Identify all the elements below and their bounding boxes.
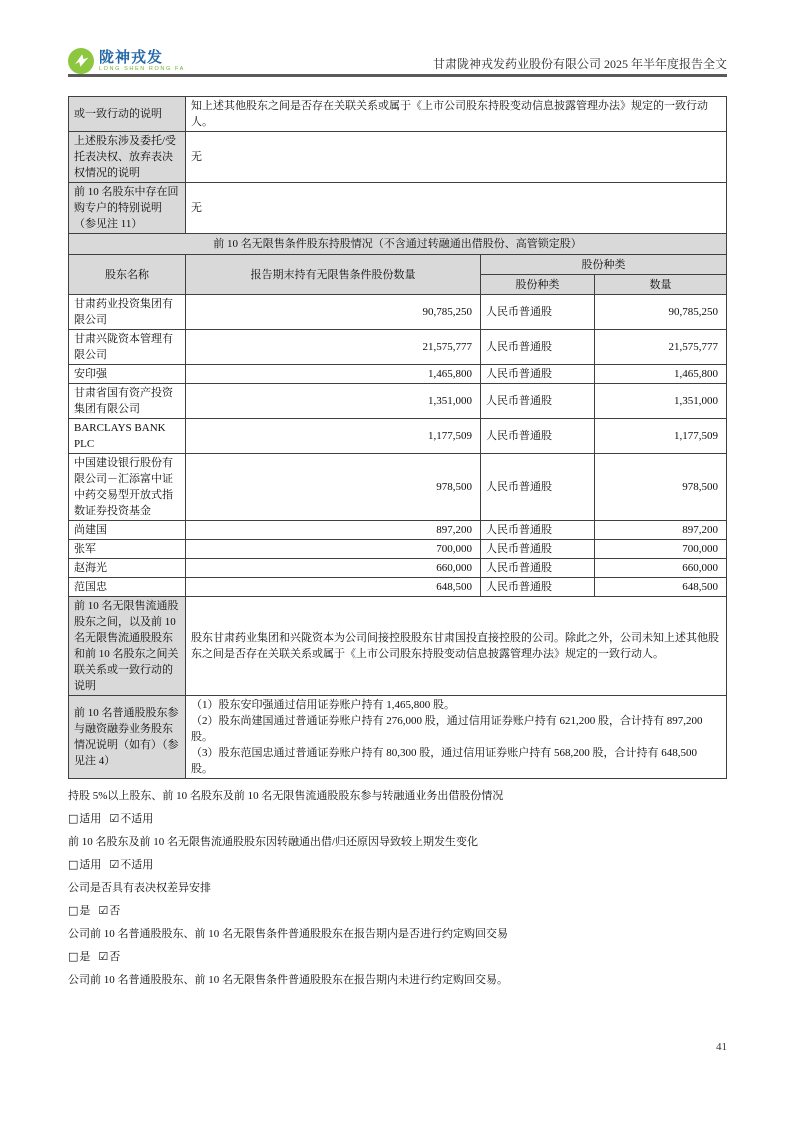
share-quantity: 897,200: [595, 521, 727, 540]
row-label: 前 10 名股东中存在回购专户的特别说明（参见注 11）: [69, 183, 186, 234]
option-label: 不适用: [120, 859, 154, 871]
note-label: 前 10 名无限售流通股股东之间，以及前 10 名无限售流通股股东和前 10 名股东之间关联关系或一致行动的说明: [69, 597, 186, 696]
page-number: 41: [716, 1041, 727, 1053]
option-label: 否: [109, 905, 121, 917]
section-title: 前 10 名无限售条件股东持股情况（不含通过转融通出借股份、高管锁定股）: [69, 234, 727, 255]
table-row: [69, 365, 727, 384]
checkbox-statement: [68, 903, 727, 919]
statements-section: [68, 788, 727, 988]
checkbox-statement: [68, 857, 727, 873]
col-header-share-class: 股份种类: [481, 275, 595, 295]
shares-held: 1,465,800: [186, 365, 481, 384]
col-header-shares: 报告期末持有无限售条件股份数量: [186, 255, 481, 295]
column-header-row: [69, 255, 727, 275]
option-label: 适用: [79, 813, 102, 825]
row-value: 无: [186, 132, 727, 183]
share-class: 人民币普通股: [481, 419, 595, 454]
note-line: （1）股东安印强通过信用证券账户持有 1,465,800 股。: [191, 699, 455, 711]
shareholder-name: BARCLAYS BANK PLC: [69, 419, 186, 454]
col-header-share-class-group: 股份种类: [481, 255, 727, 275]
share-class: 人民币普通股: [481, 521, 595, 540]
option-label: 是: [79, 905, 91, 917]
report-title: 甘肃陇神戎发药业股份有限公司 2025 年半年度报告全文: [432, 57, 727, 71]
table-row: [69, 330, 727, 365]
share-quantity: 21,575,777: [595, 330, 727, 365]
checkbox-unchecked-icon: □: [68, 812, 79, 825]
table-row: [69, 295, 727, 330]
statement-text: 公司是否具有表决权差异安排: [68, 882, 211, 894]
table-row: [69, 578, 727, 597]
option-label: 适用: [79, 859, 102, 871]
share-class: 人民币普通股: [481, 384, 595, 419]
logo-brand-name: 陇神戎发: [99, 49, 164, 66]
shares-held: 1,177,509: [186, 419, 481, 454]
shares-held: 21,575,777: [186, 330, 481, 365]
note-label: 前 10 名普通股股东参与融资融券业务股东情况说明（如有）（参见注 4）: [69, 696, 186, 779]
table-row: [69, 419, 727, 454]
share-quantity: 90,785,250: [595, 295, 727, 330]
shares-held: 1,351,000: [186, 384, 481, 419]
table-row: [69, 97, 727, 132]
shareholders-table: [68, 96, 727, 779]
shares-held: 660,000: [186, 559, 481, 578]
header-rule: [68, 74, 727, 77]
table-row: [69, 559, 727, 578]
shareholder-name: 范国忠: [69, 578, 186, 597]
shareholder-name: 甘肃省国有资产投资集团有限公司: [69, 384, 186, 419]
shareholder-name: 中国建设银行股份有限公司－汇添富中证中药交易型开放式指数证券投资基金: [69, 454, 186, 521]
note-row: [69, 696, 727, 779]
checkbox-statement: [68, 811, 727, 827]
option-label: 是: [79, 951, 91, 963]
checkbox-unchecked-icon: □: [68, 950, 79, 963]
share-class: 人民币普通股: [481, 559, 595, 578]
share-class: 人民币普通股: [481, 330, 595, 365]
shares-held: 700,000: [186, 540, 481, 559]
note-value: [186, 696, 727, 779]
note-line: （3）股东范国忠通过普通证券账户持有 80,300 股，通过信用证券账户持有 568,200 股，合计持有 648,500 股。: [191, 747, 697, 775]
checkbox-checked-icon: ☑: [98, 950, 109, 963]
shareholder-name: 甘肃药业投资集团有限公司: [69, 295, 186, 330]
share-quantity: 978,500: [595, 454, 727, 521]
table-row: [69, 521, 727, 540]
checkbox-checked-icon: ☑: [109, 858, 120, 871]
row-value: 无: [186, 183, 727, 234]
shareholder-name: 赵海光: [69, 559, 186, 578]
row-label: 上述股东涉及委托/受托表决权、放弃表决权情况的说明: [69, 132, 186, 183]
share-quantity: 700,000: [595, 540, 727, 559]
shares-held: 978,500: [186, 454, 481, 521]
col-header-quantity: 数量: [595, 275, 727, 295]
share-class: 人民币普通股: [481, 540, 595, 559]
note-value: 股东甘肃药业集团和兴陇资本为公司间接控股股东甘肃国投直接控股的公司。除此之外，公司未知上述其他股东之间是否存在关联关系或属于《上市公司股东持股变动信息披露管理办法》规定的一致行动人。: [186, 597, 727, 696]
share-class: 人民币普通股: [481, 454, 595, 521]
shareholder-name: 尚建国: [69, 521, 186, 540]
shares-held: 897,200: [186, 521, 481, 540]
checkbox-unchecked-icon: □: [68, 858, 79, 871]
share-class: 人民币普通股: [481, 365, 595, 384]
share-class: 人民币普通股: [481, 295, 595, 330]
checkbox-statement: [68, 949, 727, 965]
statement-text: 前 10 名股东及前 10 名无限售流通股股东因转融通出借/归还原因导致较上期发生变化: [68, 836, 479, 848]
statement-text: 持股 5%以上股东、前 10 名股东及前 10 名无限售流通股股东参与转融通业务出借股份情况: [68, 790, 504, 802]
checkbox-checked-icon: ☑: [98, 904, 109, 917]
note-row: [69, 597, 727, 696]
logo-brand-subtitle: LONG SHEN RONG FA: [99, 65, 185, 72]
checkbox-unchecked-icon: □: [68, 904, 79, 917]
page-header: [68, 0, 727, 74]
statement-text: 公司前 10 名普通股股东、前 10 名无限售条件普通股股东在报告期内未进行约定购回交易。: [68, 974, 508, 986]
share-quantity: 1,177,509: [595, 419, 727, 454]
share-quantity: 1,465,800: [595, 365, 727, 384]
share-class: 人民币普通股: [481, 578, 595, 597]
table-row: [69, 183, 727, 234]
row-value: 知上述其他股东之间是否存在关联关系或属于《上市公司股东持股变动信息披露管理办法》规定的一致行动人。: [186, 97, 727, 132]
table-row: [69, 132, 727, 183]
share-quantity: 648,500: [595, 578, 727, 597]
shares-held: 648,500: [186, 578, 481, 597]
logo-bird-icon: [68, 48, 94, 74]
company-logo: [68, 48, 185, 74]
option-label: 否: [109, 951, 121, 963]
row-label: 或一致行动的说明: [69, 97, 186, 132]
option-label: 不适用: [120, 813, 154, 825]
note-line: （2）股东尚建国通过普通证券账户持有 276,000 股，通过信用证券账户持有 621,200 股，合计持有 897,200 股。: [191, 715, 703, 743]
share-quantity: 1,351,000: [595, 384, 727, 419]
share-quantity: 660,000: [595, 559, 727, 578]
logo-wordmark: [99, 50, 185, 73]
statement-text: 公司前 10 名普通股股东、前 10 名无限售条件普通股股东在报告期内是否进行约定购回交易: [68, 928, 508, 940]
shareholder-name: 甘肃兴陇资本管理有限公司: [69, 330, 186, 365]
shares-held: 90,785,250: [186, 295, 481, 330]
shareholder-name: 安印强: [69, 365, 186, 384]
section-header-row: [69, 234, 727, 255]
col-header-shareholder: 股东名称: [69, 255, 186, 295]
table-row: [69, 384, 727, 419]
shareholder-name: 张军: [69, 540, 186, 559]
table-row: [69, 540, 727, 559]
table-row: [69, 454, 727, 521]
checkbox-checked-icon: ☑: [109, 812, 120, 825]
